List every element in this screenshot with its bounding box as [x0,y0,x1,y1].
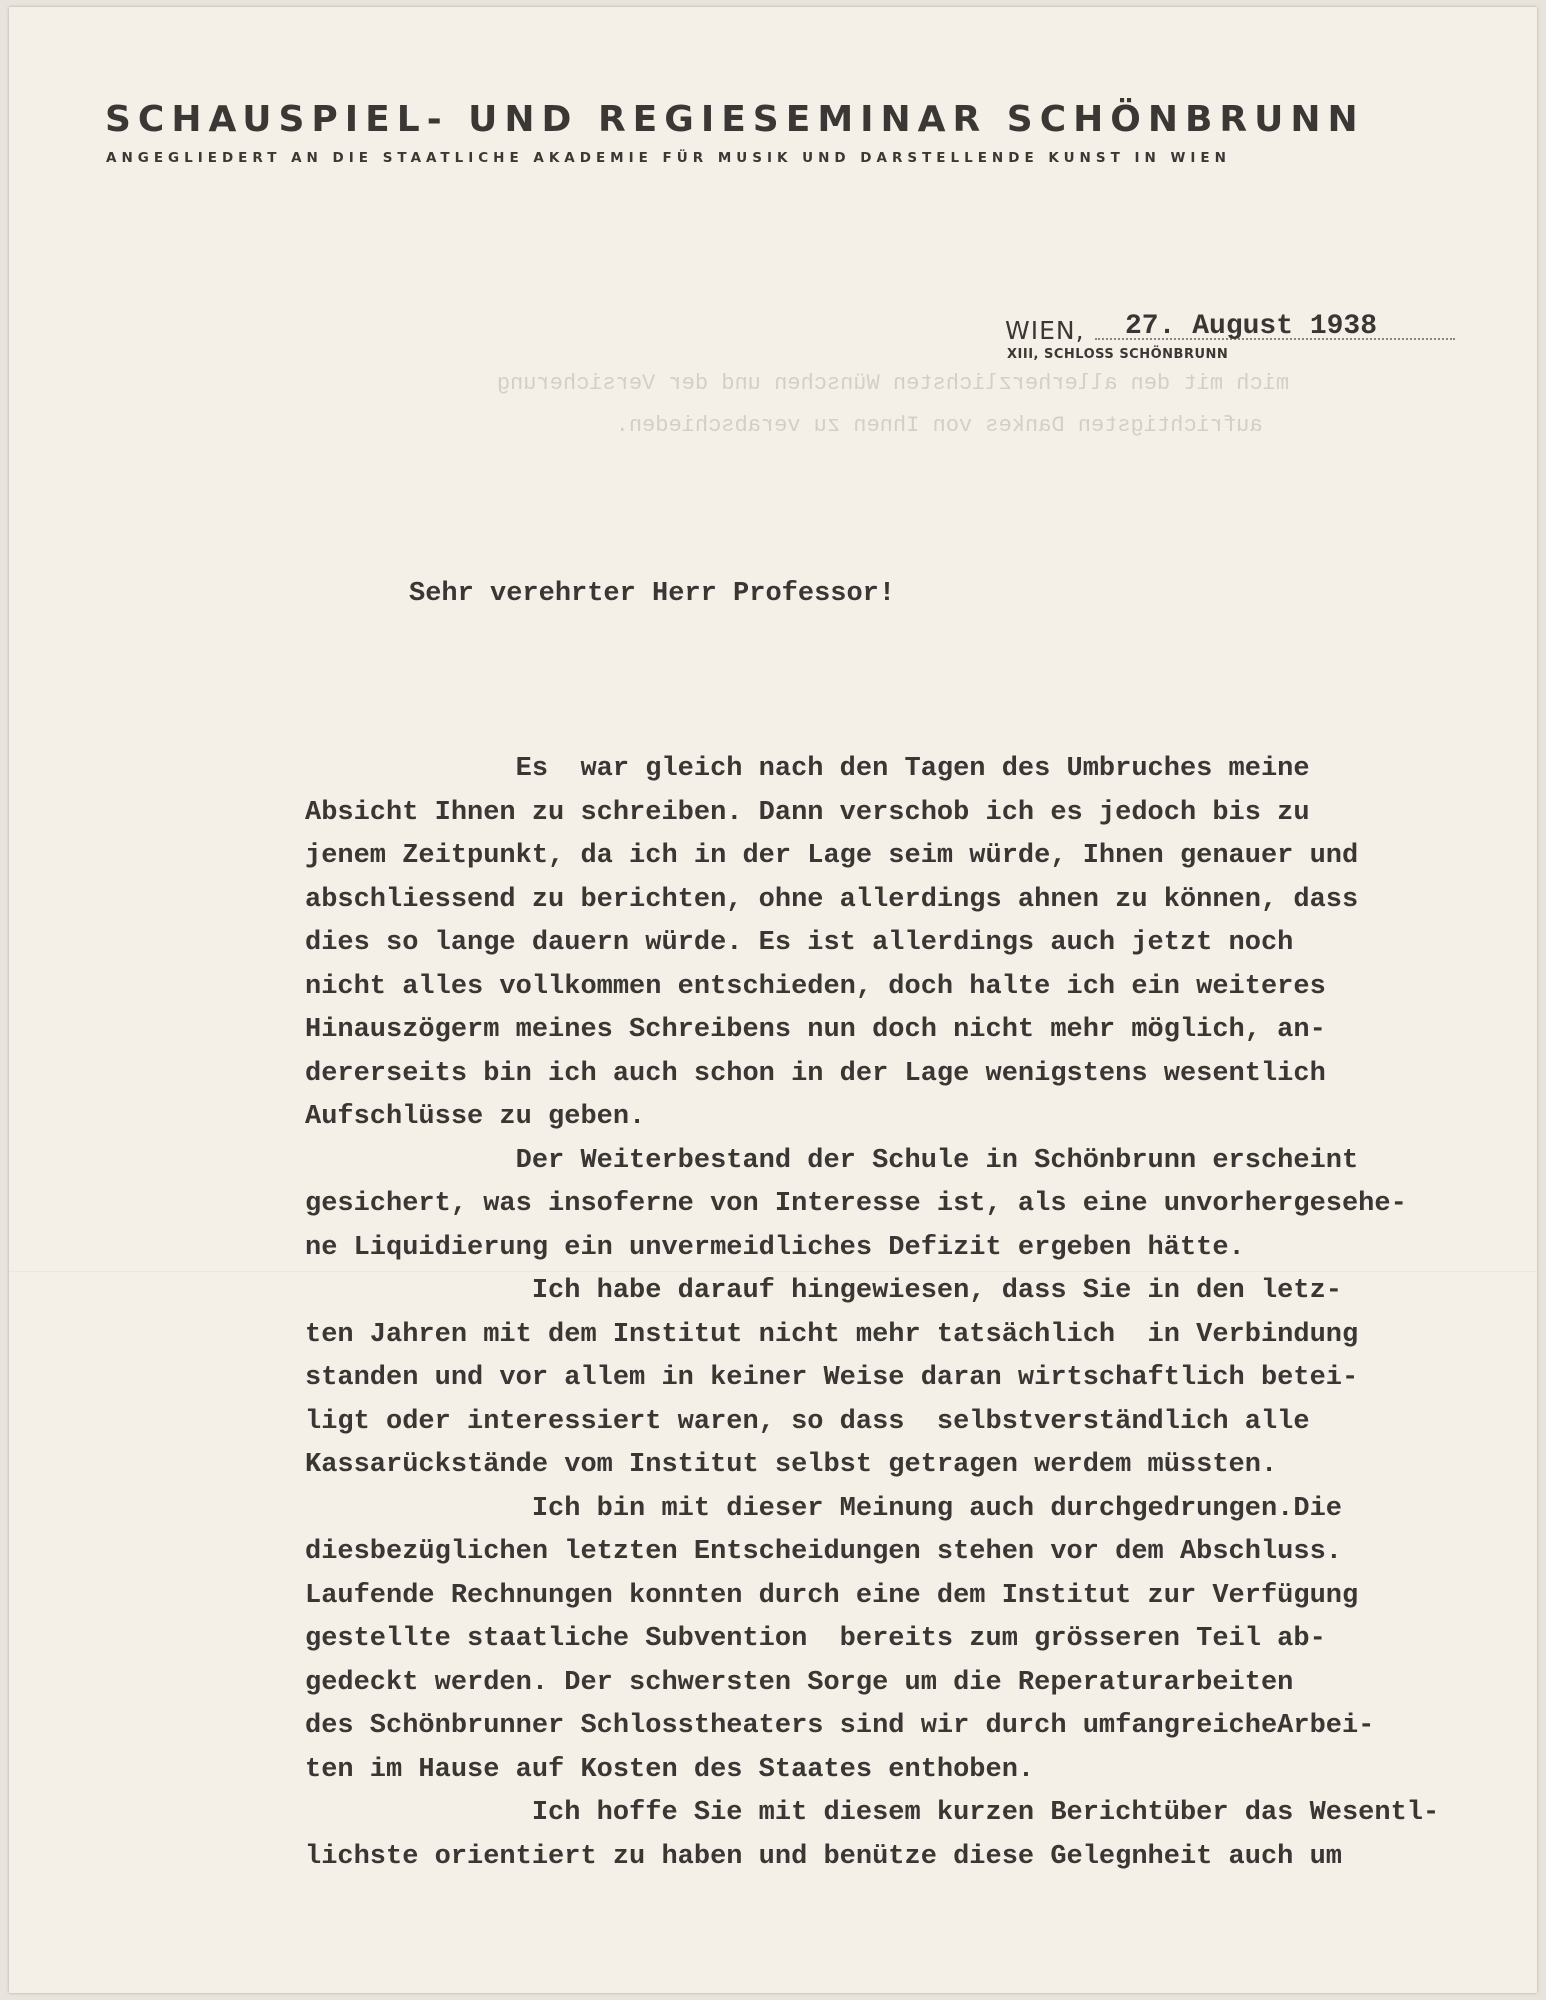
body-line: Absicht Ihnen zu schreiben. Dann verschob ich es jedoch bis zu [305,797,1310,828]
body-line: ten Jahren mit dem Institut nicht mehr tatsächlich in Verbindung [305,1319,1359,1350]
body-line: Ich bin mit dieser Meinung auch durchgedrungen.Die [305,1493,1342,1524]
dateline-city: WIEN, [1005,316,1085,345]
body-line: Kassarückstände vom Institut selbst getragen werdem müssten. [305,1450,1278,1480]
dateline-address: XIII, SCHLOSS SCHÖNBRUNN [1007,347,1229,362]
body-line: lichste orientiert zu haben und benütze diese Gelegnheit auch um [305,1841,1342,1872]
letterhead-title: SCHAUSPIEL- UND REGIESEMINAR SCHÖNBRUNN [105,99,1365,140]
body-line: Es war gleich nach den Tagen des Umbruches meine [305,754,1310,784]
letterhead-subtitle: ANGEGLIEDERT AN DIE STAATLICHE AKADEMIE FÜR MUSIK UND DARSTELLENDE KUNST IN WIEN [106,150,1231,166]
body-line: nicht alles vollkommen entschieden, doch halte ich ein weiteres [305,971,1326,1002]
body-line: ligt oder interessiert waren, so dass selbstverständlich alle [305,1406,1310,1437]
body-line: gestellte staatliche Subvention bereits zum grösseren Teil ab- [305,1624,1326,1654]
body-line: ne Liquidierung ein unvermeidliches Defizit ergeben hätte. [305,1232,1245,1263]
body-line: Laufende Rechnungen konnten durch eine dem Institut zur Verfügung [305,1580,1359,1611]
body-line: jenem Zeitpunkt, da ich in der Lage seim würde, Ihnen genauer und [305,841,1359,871]
body-line: dies so lange dauern würde. Es ist allerdings auch jetzt noch [305,928,1294,958]
body-line: Ich hoffe Sie mit diesem kurzen Berichtüber das Wesentl- [305,1798,1440,1828]
body-line: Hinauszögerm meines Schreibens nun doch nicht mehr möglich, an- [305,1015,1326,1045]
body-line: diesbezüglichen letzten Entscheidungen stehen vor dem Abschluss. [305,1537,1342,1567]
body-line: abschliessend zu berichten, ohne allerdings ahnen zu können, dass [305,884,1359,915]
body-line: Aufschlüsse zu geben. [305,1102,646,1132]
body-line: Ich habe darauf hingewiesen, dass Sie in den letz- [305,1276,1342,1306]
bleed-through-text: mich mit den allerherzlichsten Wünschen und der Versicherung aufrichtigsten Dankes von Ihnen zu verabschieden. [496,371,1289,438]
salutation: Sehr verehrter Herr Professor! [409,579,896,609]
body-line: gedeckt werden. Der schwersten Sorge um die Reperaturarbeiten [305,1667,1294,1698]
letter-body [305,748,1439,1879]
body-line: standen und vor allem in keiner Weise daran wirtschaftlich betei- [305,1363,1359,1393]
body-line: des Schönbrunner Schlosstheaters sind wir durch umfangreicheArbei- [305,1711,1375,1741]
body-line: gesichert, was insoferne von Interesse ist, als eine unvorhergesehe- [305,1189,1407,1219]
dateline-date: 27. August 1938 [1125,311,1378,342]
letter-page [9,7,1537,1993]
body-line: ten im Hause auf Kosten des Staates enthoben. [305,1754,1035,1785]
body-line: Der Weiterbestand der Schule in Schönbrunn erscheint [305,1145,1359,1176]
body-line: dererseits bin ich auch schon in der Lage wenigstens wesentlich [305,1058,1326,1089]
